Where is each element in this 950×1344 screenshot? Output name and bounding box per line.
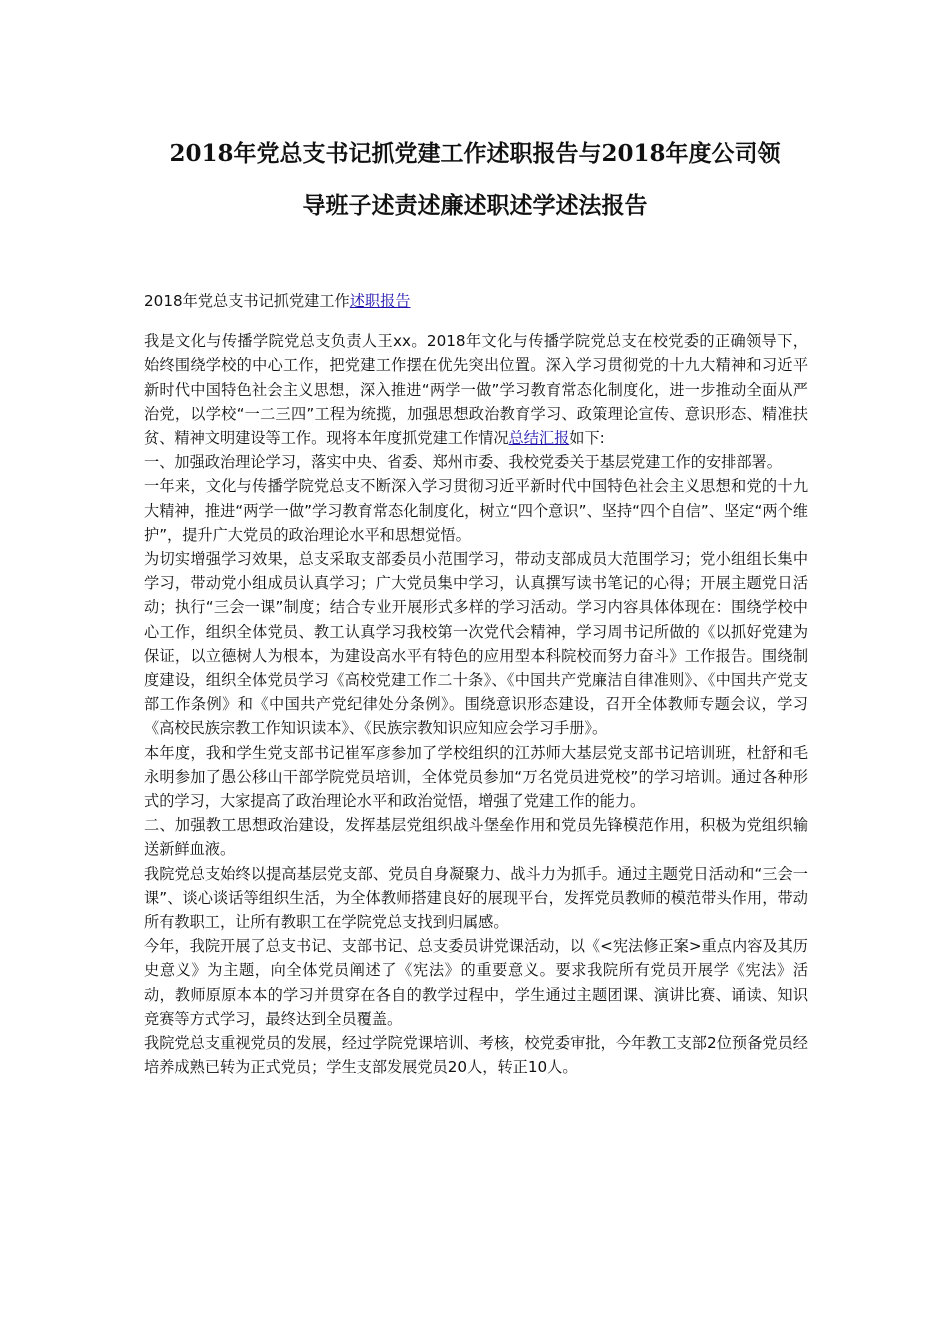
section-heading (144, 289, 808, 313)
paragraph-intro (144, 329, 808, 450)
paragraph-heading-1: 一、加强政治理论学习，落实中央、省委、郑州市委、我校党委关于基层党建工作的安排部署。 (144, 453, 782, 472)
paragraph: 一年来，文化与传播学院党总支不断深入学习贯彻习近平新时代中国特色社会主义思想和党的十九大精神，推进“两学一做”学习教育常态化制度化，树立“四个意识”、坚持“四个自信”、坚定“两个维护”，提升广大党员的政治理论水平和思想觉悟。 (144, 477, 808, 544)
paragraph: 我院党总支重视党员的发展，经过学院党课培训、考核，校党委审批，今年教工支部2位预备党员经培养成熟已转为正式党员；学生支部发展党员20人，转正10人。 (144, 1034, 808, 1077)
intro-text-end: 如下: (569, 429, 605, 448)
paragraph: 本年度，我和学生党支部书记崔军彦参加了学校组织的江苏师大基层党支部书记培训班，杜舒和毛永明参加了愚公移山干部学院党员培训，全体党员参加“万名党员进党校”的学习培训。通过各种形式的学习，大家提高了政治理论水平和政治觉悟，增强了党建工作的能力。 (144, 743, 808, 811)
paragraph-heading-2: 二、加强教工思想政治建设，发挥基层党组织战斗堡垒作用和党员先锋模范作用，积极为党组织输送新鲜血液。 (144, 816, 808, 859)
title-line-2: 导班子述责述廉述职述学述法报告 (302, 192, 648, 219)
title-line-1: 2018年党总支书记抓党建工作述职报告与2018年度公司领 (169, 140, 781, 167)
paragraph: 为切实增强学习效果，总支采取支部委员小范围学习，带动支部成员大范围学习；党小组组长集中学习，带动党小组成员认真学习；广大党员集中学习，认真撰写读书笔记的心得；开展主题党日活动；执行“三会一课”制度；结合专业开展形式多样的学习活动。学习内容具体体现在：围绕学校中心工作，组织全体党员、教工认真学习我校第一次党代会精神，学习周书记所做的《以抓好党建为保证，以立德树人为根本，为建设高水平有特色的应用型本科院校而努力奋斗》工作报告。围绕制度建设，组织全体党员学习《高校党建工作二十条》、《中国共产党廉洁自律准则》、《中国共产党支部工作条例》和《中国共产党纪律处分条例》。围绕意识形态建设，召开全体教师专题会议，学习《高校民族宗教工作知识读本》、《民族宗教知识应知应会学习手册》。 (144, 550, 808, 738)
document-title (130, 128, 820, 232)
document-body (144, 289, 808, 1080)
report-link[interactable]: 述职报告 (349, 292, 411, 310)
paragraph: 我院党总支始终以提高基层党支部、党员自身凝聚力、战斗力为抓手。通过主题党日活动和“三会一课”、谈心谈话等组织生活，为全体教师搭建良好的展现平台，发挥党员教师的模范带头作用，带动所有教职工，让所有教职工在学院党总支找到归属感。 (144, 864, 808, 932)
summary-report-link[interactable]: 总结汇报 (508, 429, 570, 448)
section-heading-text: 2018年党总支书记抓党建工作 (144, 292, 350, 310)
intro-text: 我是文化与传播学院党总支负责人王xx。2018年文化与传播学院党总支在校党委的正确领导下，始终围绕学校的中心工作，把党建工作摆在优先突出位置。深入学习贯彻党的十九大精神和习近平新时代中国特色社会主义思想，深入推进“两学一做”学习教育常态化制度化，进一步推动全面从严治党，以学校“一二三四”工程为统揽，加强思想政治教育学习、政策理论宣传、意识形态、精准扶贫、精神文明建设等工作。现将本年度抓党建工作情况 (144, 332, 808, 448)
paragraph: 今年，我院开展了总支书记、支部书记、总支委员讲党课活动，以《<宪法修正案>重点内容及其历史意义》为主题，向全体党员阐述了《宪法》的重要意义。要求我院所有党员开展学《宪法》活动，教师原原本本的学习并贯穿在各自的教学过程中，学生通过主题团课、演讲比赛、诵读、知识竞赛等方式学习，最终达到全员覆盖。 (144, 937, 808, 1028)
